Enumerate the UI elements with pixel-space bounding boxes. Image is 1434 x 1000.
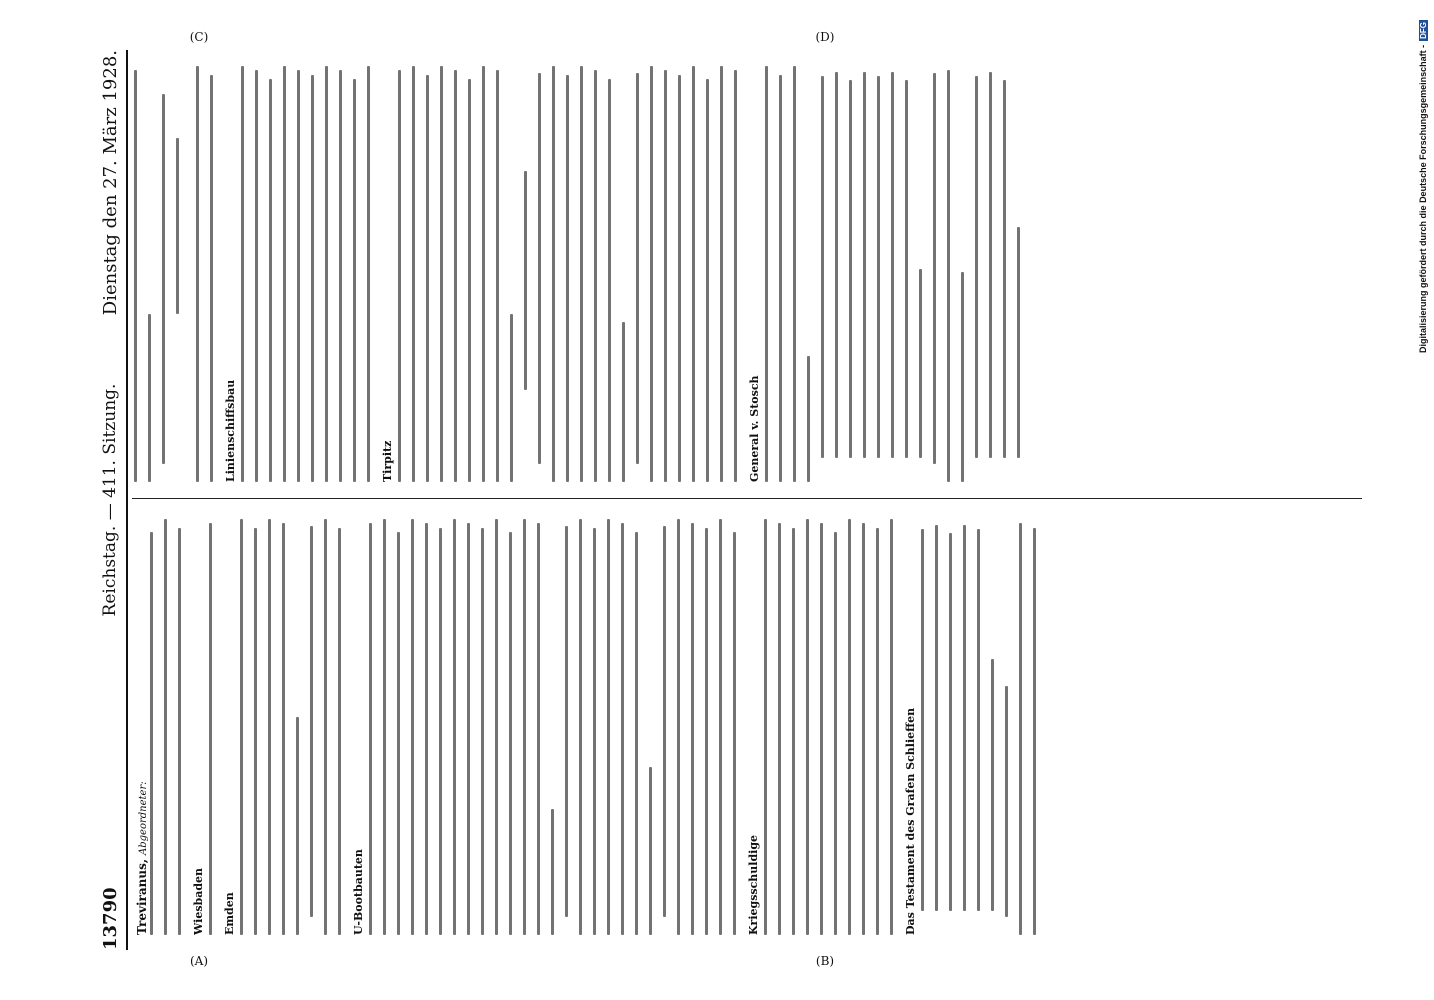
text-line bbox=[468, 79, 471, 482]
person-name-tirpitz: Tirpitz bbox=[381, 440, 394, 482]
text-line bbox=[963, 525, 966, 911]
text-line bbox=[919, 269, 922, 458]
text-line bbox=[339, 70, 342, 482]
text-line bbox=[876, 528, 879, 935]
text-line bbox=[178, 528, 181, 935]
text-line bbox=[594, 70, 597, 482]
ship-name-wiesbaden: Wiesbaden bbox=[192, 867, 205, 935]
text-line bbox=[523, 519, 526, 935]
right-column bbox=[134, 62, 1364, 482]
text-line bbox=[635, 532, 638, 935]
text-line bbox=[720, 66, 723, 482]
text-line bbox=[890, 519, 893, 935]
text-line bbox=[1005, 686, 1008, 917]
text-line bbox=[706, 79, 709, 482]
text-line bbox=[678, 75, 681, 482]
text-line bbox=[664, 70, 667, 482]
text-line bbox=[481, 528, 484, 935]
digitization-attribution bbox=[1418, 20, 1432, 980]
text-line bbox=[705, 528, 708, 935]
text-line bbox=[412, 66, 415, 482]
text-line bbox=[150, 532, 153, 935]
text-line bbox=[806, 519, 809, 935]
page-header bbox=[92, 50, 130, 950]
text-line bbox=[764, 519, 767, 935]
text-line bbox=[324, 519, 327, 935]
text-line bbox=[467, 523, 470, 935]
attribution-text: Digitalisierung gefördert durch die Deutsche Forschungsgemeinschaft - bbox=[1418, 44, 1428, 353]
text-line bbox=[282, 523, 285, 935]
text-line bbox=[608, 79, 611, 482]
text-line bbox=[663, 526, 666, 917]
text-line bbox=[621, 523, 624, 935]
text-line bbox=[961, 272, 964, 482]
text-line bbox=[524, 171, 527, 389]
left-column bbox=[134, 515, 1364, 935]
text-line bbox=[779, 75, 782, 482]
text-line bbox=[636, 73, 639, 464]
text-line bbox=[440, 66, 443, 482]
text-line bbox=[650, 66, 653, 482]
text-line bbox=[297, 70, 300, 482]
text-line bbox=[454, 70, 457, 482]
text-line bbox=[426, 75, 429, 482]
text-line bbox=[338, 528, 341, 935]
text-line bbox=[935, 525, 938, 911]
text-line bbox=[792, 528, 795, 935]
text-line bbox=[891, 72, 894, 458]
person-name-stosch: General v. Stosch bbox=[748, 375, 761, 482]
speaker-line bbox=[134, 515, 150, 935]
text-line bbox=[383, 519, 386, 935]
text-line bbox=[862, 523, 865, 935]
text-line bbox=[254, 528, 257, 935]
text-line bbox=[439, 528, 442, 935]
text-line bbox=[255, 70, 258, 482]
text-line bbox=[482, 66, 485, 482]
text-line bbox=[353, 79, 356, 482]
text-line bbox=[1033, 528, 1036, 935]
text-line bbox=[991, 659, 994, 911]
text-line bbox=[241, 66, 244, 482]
text-line bbox=[733, 532, 736, 935]
text-line bbox=[820, 523, 823, 935]
text-line bbox=[411, 519, 414, 935]
ship-name-emden: Emden bbox=[223, 892, 236, 935]
margin-marker-b: (B) bbox=[815, 954, 835, 968]
text-line bbox=[1017, 227, 1020, 458]
text-line bbox=[495, 519, 498, 935]
text-line bbox=[778, 523, 781, 935]
text-line bbox=[593, 528, 596, 935]
rotated-page-content bbox=[92, 30, 1392, 968]
text-line bbox=[566, 75, 569, 482]
page-number: 13790 bbox=[100, 887, 121, 950]
text-line bbox=[296, 717, 299, 935]
text-line bbox=[369, 523, 372, 935]
text-line bbox=[398, 70, 401, 482]
text-line bbox=[325, 66, 328, 482]
text-line bbox=[310, 526, 313, 917]
text-line bbox=[162, 94, 165, 464]
text-line bbox=[496, 70, 499, 482]
margin-marker-d: (D) bbox=[815, 30, 835, 44]
session-date: Dienstag den 27. März 1928. bbox=[100, 50, 121, 316]
text-line bbox=[607, 519, 610, 935]
text-line bbox=[649, 767, 652, 935]
text-line bbox=[210, 75, 213, 482]
text-line bbox=[921, 529, 924, 911]
column-divider bbox=[132, 498, 1362, 499]
text-line bbox=[134, 70, 137, 482]
text-line bbox=[509, 532, 512, 935]
text-line bbox=[453, 519, 456, 935]
text-line bbox=[989, 72, 992, 458]
text-line bbox=[848, 519, 851, 935]
text-line bbox=[164, 519, 167, 935]
text-line bbox=[510, 314, 513, 482]
text-line bbox=[877, 76, 880, 458]
text-line bbox=[691, 523, 694, 935]
text-line bbox=[209, 523, 212, 935]
keyword-linienschiffsbau: Linienschiffsbau bbox=[224, 379, 237, 482]
text-line bbox=[552, 66, 555, 482]
text-line bbox=[863, 72, 866, 458]
text-line bbox=[240, 519, 243, 935]
text-line bbox=[734, 70, 737, 482]
text-line bbox=[949, 533, 952, 911]
keyword-u-bootbauten: U-Bootbauten bbox=[352, 849, 365, 935]
header-rule bbox=[126, 50, 128, 950]
text-line bbox=[933, 73, 936, 464]
text-line bbox=[977, 529, 980, 911]
text-line bbox=[622, 322, 625, 482]
text-line bbox=[793, 66, 796, 482]
keyword-kriegsschuldige: Kriegsschuldige bbox=[747, 834, 760, 935]
text-line bbox=[311, 75, 314, 482]
text-line bbox=[551, 809, 554, 935]
text-line bbox=[1003, 80, 1006, 458]
text-line bbox=[268, 519, 271, 935]
keyword-testament-schlieffen: Das Testament des Grafen Schlieffen bbox=[904, 707, 917, 935]
text-line bbox=[821, 76, 824, 458]
text-line bbox=[834, 532, 837, 935]
text-line bbox=[677, 519, 680, 935]
text-line bbox=[367, 66, 370, 482]
text-line bbox=[947, 70, 950, 482]
text-line bbox=[425, 523, 428, 935]
text-line bbox=[905, 80, 908, 458]
text-line bbox=[537, 523, 540, 935]
text-line bbox=[719, 519, 722, 935]
text-line bbox=[565, 526, 568, 917]
text-line bbox=[849, 80, 852, 458]
text-line bbox=[1019, 523, 1022, 935]
text-line bbox=[807, 356, 810, 482]
text-line bbox=[692, 66, 695, 482]
text-line bbox=[148, 314, 151, 482]
text-line bbox=[397, 532, 400, 935]
text-line bbox=[538, 73, 541, 464]
margin-marker-c: (C) bbox=[189, 30, 209, 44]
text-line bbox=[835, 72, 838, 458]
speaker-name: Treviranus, bbox=[135, 858, 149, 935]
text-line bbox=[269, 79, 272, 482]
dfg-logo: DFG bbox=[1419, 22, 1428, 39]
text-line bbox=[580, 66, 583, 482]
speaker-role: Abgeordneter: bbox=[138, 781, 149, 855]
text-line bbox=[579, 519, 582, 935]
session-title: Reichstag. — 411. Sitzung. bbox=[100, 383, 120, 617]
text-line bbox=[283, 66, 286, 482]
margin-marker-a: (A) bbox=[189, 954, 209, 968]
text-line bbox=[176, 138, 179, 314]
text-line bbox=[975, 76, 978, 458]
text-line bbox=[196, 66, 199, 482]
text-line bbox=[765, 66, 768, 482]
